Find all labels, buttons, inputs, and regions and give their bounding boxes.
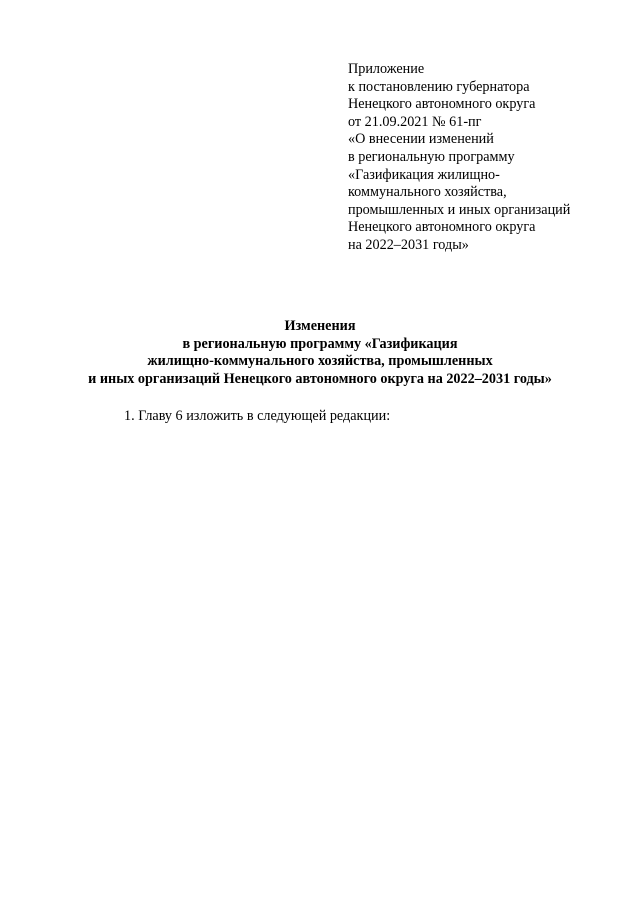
appendix-block: [348, 61, 628, 255]
appendix-line: «Газификация жилищно-: [348, 166, 500, 183]
body-paragraph: 1. Главу 6 изложить в следующей редакции:: [124, 408, 391, 424]
appendix-line: Приложение: [348, 61, 425, 77]
title-line: Изменения: [284, 318, 356, 334]
appendix-line: промышленных и иных организаций: [348, 201, 571, 218]
appendix-line: на 2022–2031 годы»: [348, 236, 469, 253]
appendix-line: Ненецкого автономного округа: [348, 96, 536, 113]
appendix-line: коммунального хозяйства,: [348, 184, 507, 201]
title-line: в региональную программу «Газификация: [182, 335, 458, 352]
document-title: [40, 318, 600, 388]
appendix-line: к постановлению губернатора: [348, 78, 530, 95]
appendix-line: «О внесении изменений: [348, 131, 494, 148]
appendix-line: Ненецкого автономного округа: [348, 219, 536, 236]
appendix-line: в региональную программу: [348, 148, 515, 165]
appendix-line: от 21.09.2021 № 61-пг: [348, 113, 482, 130]
title-line: и иных организаций Ненецкого автономного округа на 2022–2031 годы»: [88, 370, 552, 387]
title-line: жилищно-коммунального хозяйства, промышленных: [147, 353, 493, 370]
